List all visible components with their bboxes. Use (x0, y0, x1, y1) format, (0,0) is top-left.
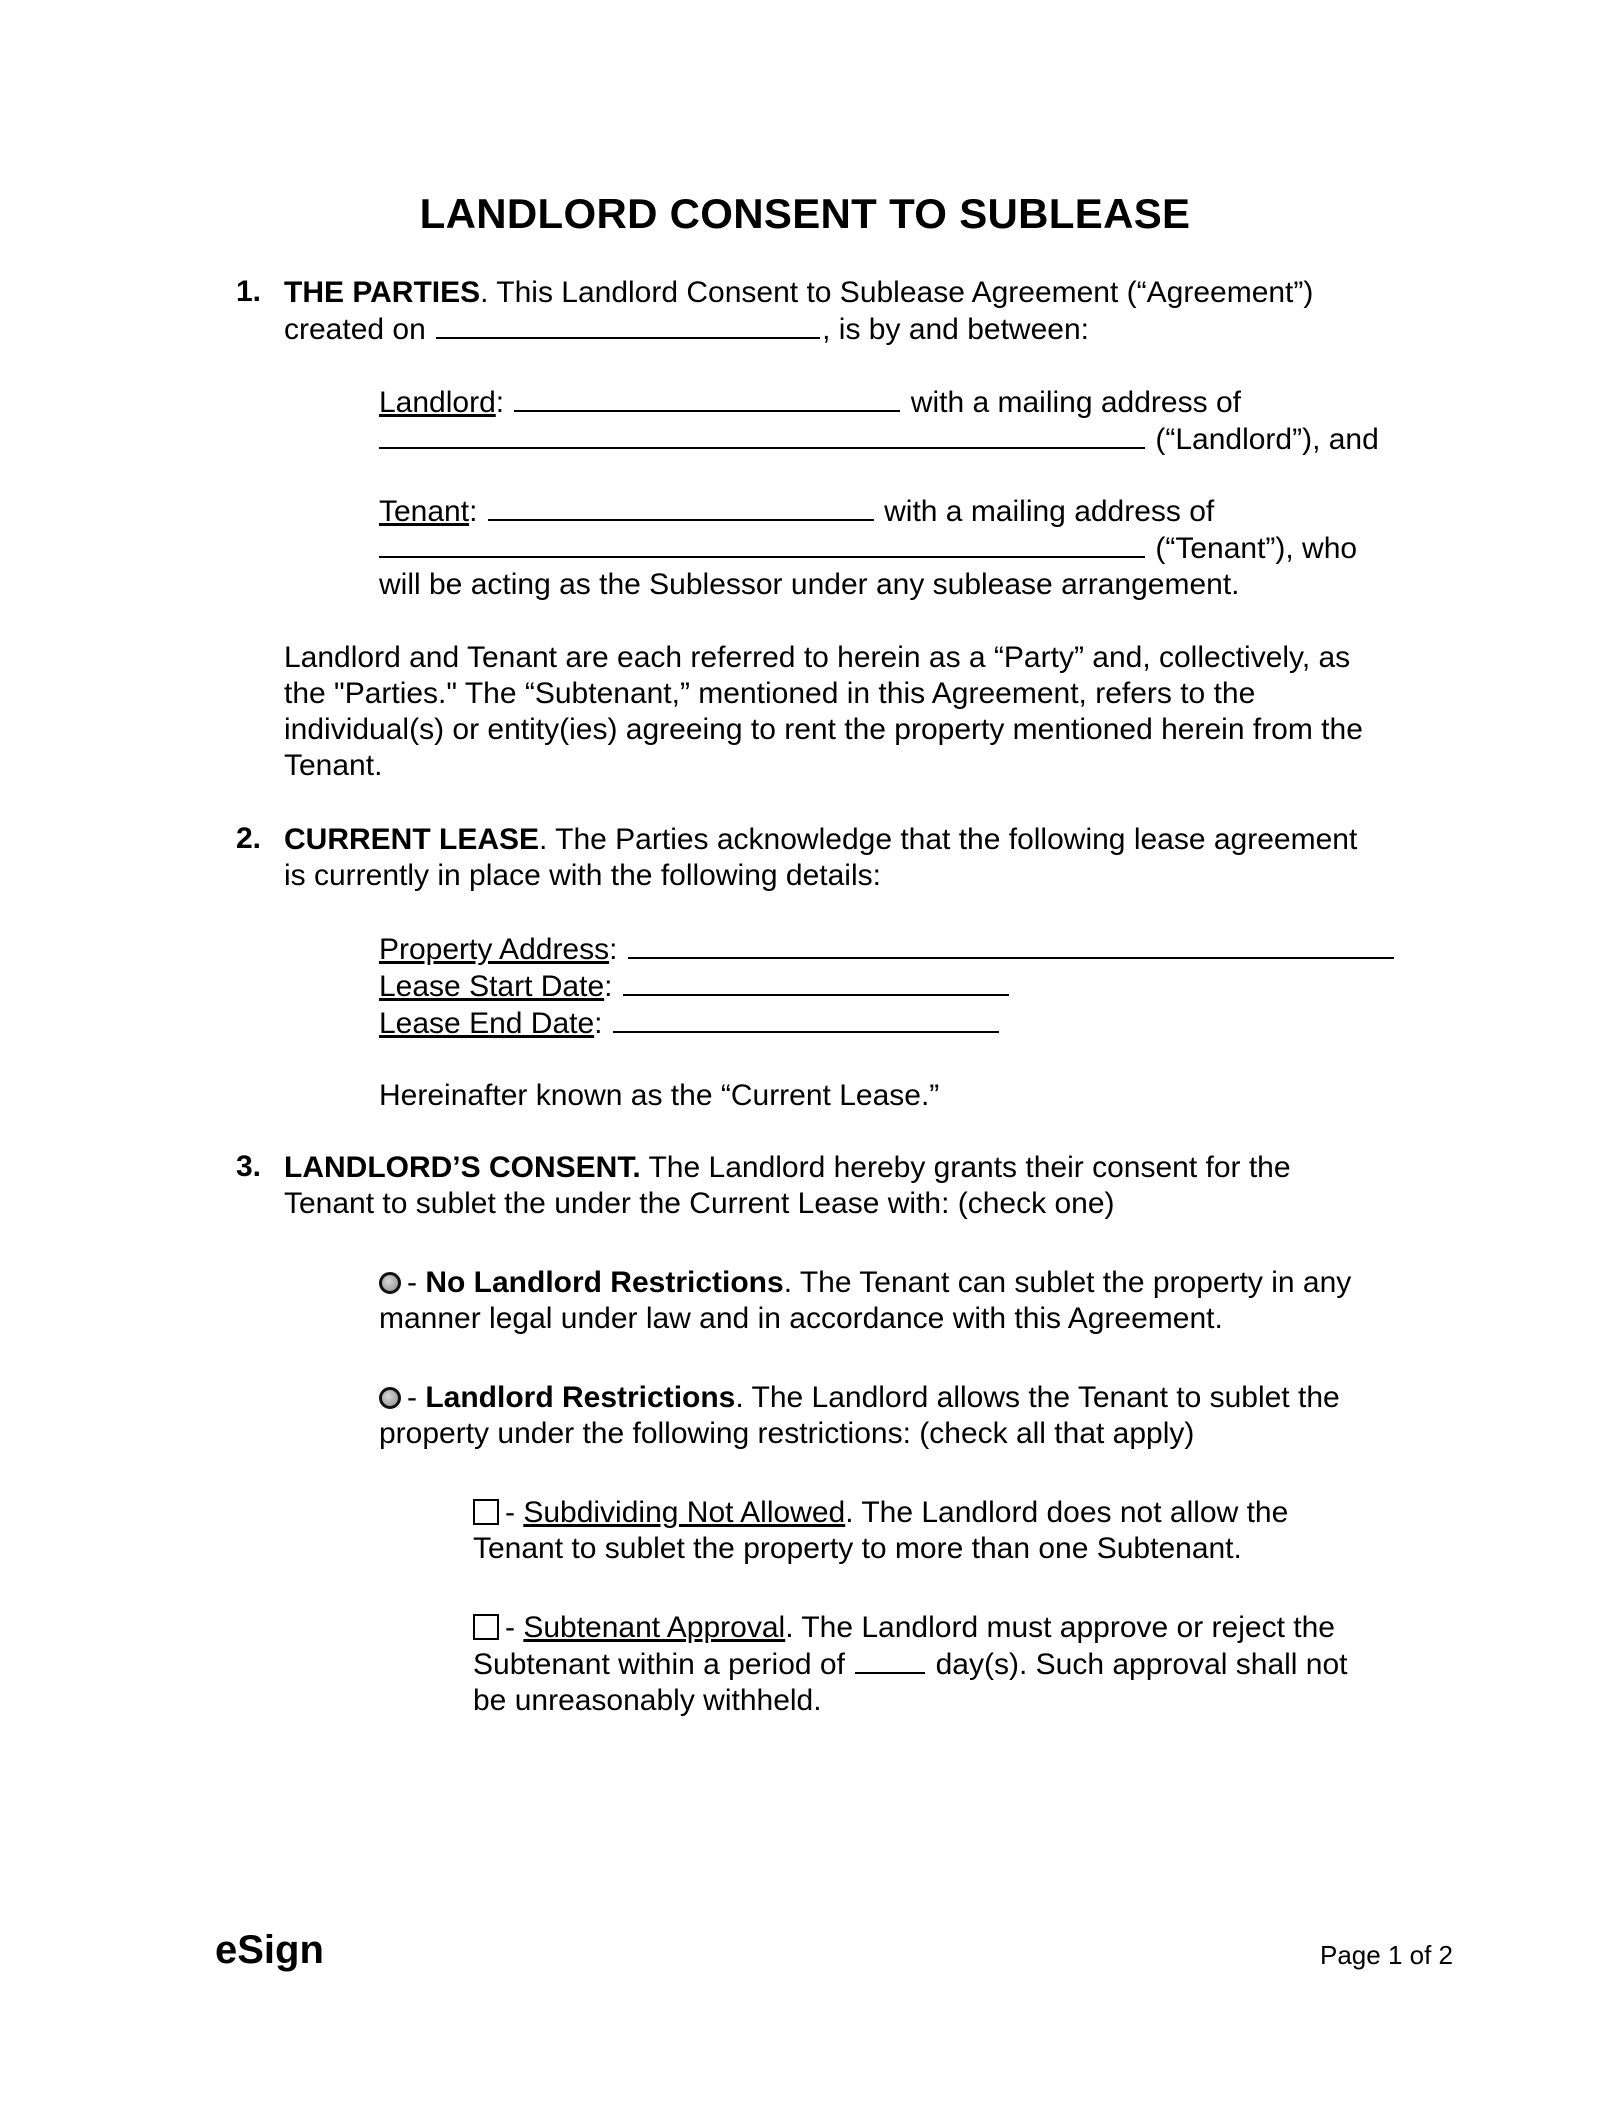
lease-start-field[interactable] (623, 968, 1009, 996)
section-1-number: 1. (236, 275, 262, 308)
tenant-label: Tenant (379, 495, 470, 528)
tenant-block: Tenant: with a mailing address of (“Tenant”), who will be acting as the Sublessor under any sublease arrangement. (379, 495, 1358, 601)
parties-definition: Landlord and Tenant are each referred to herein as a “Party” and, collectively, as the "Parties." The “Subtenant,” mentioned in this Agreement, refers to the individual(s) or entity(ies) agreeing to rent the property mentioned herein from the Tenant. (284, 641, 1363, 782)
tenant-address-field[interactable] (379, 530, 1145, 558)
created-on-field[interactable] (436, 311, 820, 339)
restriction-subtenant-approval: - Subtenant Approval. The Landlord must approve or reject the Subtenant within a period of day(s). Such approval shall not be unreasonably withheld. (473, 1611, 1348, 1717)
lease-end-label: Lease End Date (379, 1007, 595, 1040)
esign-logo: eSign (215, 1928, 324, 1972)
section-3-heading: LANDLORD’S CONSENT. (284, 1151, 641, 1184)
property-address-field[interactable] (628, 931, 1394, 959)
landlord-label: Landlord (379, 386, 496, 419)
landlord-address-field[interactable] (379, 421, 1145, 449)
page-number: Page 1 of 2 (1320, 1940, 1453, 1970)
subdividing-checkbox[interactable] (473, 1499, 499, 1525)
lease-start-label: Lease Start Date (379, 970, 605, 1003)
section-2-heading: CURRENT LEASE (284, 823, 540, 856)
no-restrictions-radio[interactable] (379, 1272, 401, 1294)
document-title: LANDLORD CONSENT TO SUBLEASE (419, 190, 1191, 237)
approval-days-field[interactable] (855, 1646, 925, 1674)
lease-end-field[interactable] (613, 1005, 999, 1033)
tenant-name-field[interactable] (488, 493, 874, 521)
property-address-label: Property Address (379, 933, 610, 966)
option-no-restrictions: - No Landlord Restrictions. The Tenant can sublet the property in any manner legal under law and in accordance with this Agreement. (379, 1266, 1352, 1335)
landlord-block: Landlord: with a mailing address of (“Landlord”), and (379, 386, 1379, 456)
subtenant-approval-checkbox[interactable] (473, 1614, 499, 1640)
section-2-number: 2. (236, 822, 262, 855)
section-1-heading: THE PARTIES (284, 276, 481, 309)
section-3-number: 3. (236, 1150, 262, 1183)
lease-details: Property Address: Lease Start Date: Lease End Date: (379, 931, 1396, 1042)
restriction-subdividing: - Subdividing Not Allowed. The Landlord does not allow the Tenant to sublet the property to more than one Subtenant. (473, 1496, 1289, 1565)
section-2-intro: CURRENT LEASE. The Parties acknowledge that the following lease agreement is currently in place with the following details: (284, 823, 1358, 892)
section-3-intro: LANDLORD’S CONSENT. The Landlord hereby grants their consent for the Tenant to sublet the under the Current Lease with: (check one) (284, 1151, 1291, 1220)
section-1-intro: THE PARTIES. This Landlord Consent to Sublease Agreement (“Agreement”) created on , is by and between: (284, 276, 1314, 346)
option-landlord-restrictions: - Landlord Restrictions. The Landlord allows the Tenant to sublet the property under the following restrictions: (check all that apply) (379, 1381, 1340, 1450)
landlord-restrictions-radio[interactable] (379, 1387, 401, 1409)
landlord-name-field[interactable] (514, 384, 900, 412)
hereinafter-text: Hereinafter known as the “Current Lease.” (379, 1079, 940, 1112)
